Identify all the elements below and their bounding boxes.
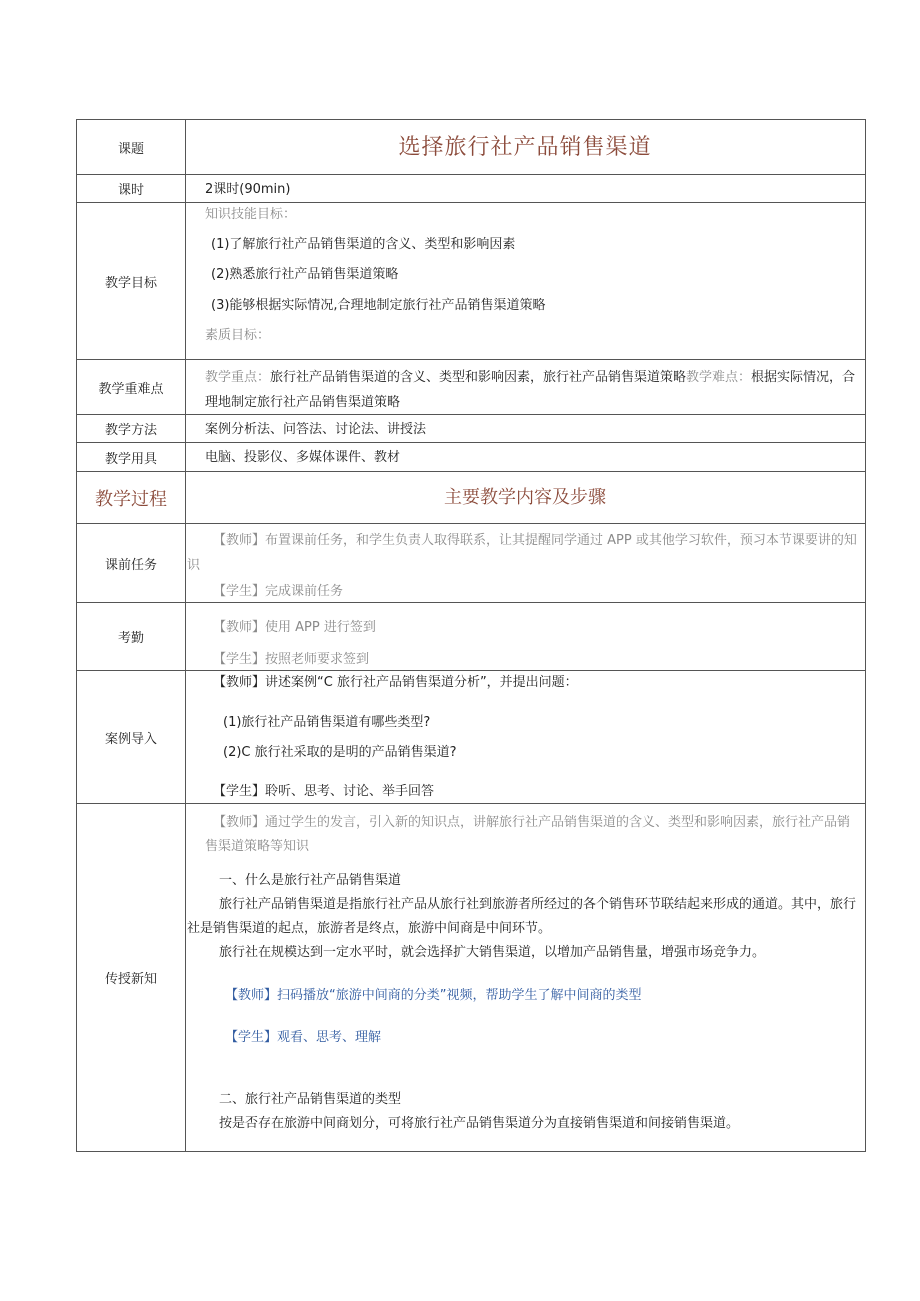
pre-task-student: 【学生】完成课前任务 <box>213 584 344 599</box>
case-question-1: (1)旅行社产品销售渠道有哪些类型? <box>223 715 431 730</box>
methods-value: 案例分析法、问答法、讨论法、讲授法 <box>205 422 427 437</box>
difficult-point-text-1: 根据实际情况，合 <box>751 370 856 385</box>
keypoints-row-content <box>185 360 865 414</box>
pre-task-teacher-line-2: 识 <box>187 558 201 573</box>
tools-value: 电脑、投影仪、多媒体课件、教材 <box>205 450 401 465</box>
keypoints-row-label: 教学重难点 <box>77 360 186 414</box>
case-student: 【学生】聆听、思考、讨论、举手回答 <box>213 784 435 799</box>
process-header-right: 主要教学内容及步骤 <box>444 487 606 508</box>
section-1-para-2: 旅行社在规模达到一定水平时，就会选择扩大销售渠道，以增加产品销售量，增强市场竞争力。 <box>219 945 766 960</box>
difficult-point-label: 教学难点： <box>686 370 752 385</box>
lesson-title: 选择旅行社产品销售渠道 <box>398 135 652 160</box>
hours-value: 2课时(90min) <box>205 182 291 197</box>
hours-row-label: 课时 <box>77 175 186 202</box>
key-point-text: 旅行社产品销售渠道的含义、类型和影响因素，旅行社产品销售渠道策略 <box>270 370 687 385</box>
attendance-teacher: 【教师】使用 APP 进行签到 <box>213 620 376 635</box>
keypoints-row <box>76 359 866 414</box>
nk-teacher-intro-1: 【教师】通过学生的发言，引入新的知识点，讲解旅行社产品销售渠道的含义、类型和影响因素，旅行社产品销 <box>213 815 851 830</box>
new-knowledge-row-label: 传授新知 <box>77 804 186 1151</box>
pre-task-row-label: 课前任务 <box>77 524 186 602</box>
section-1-title: 一、什么是旅行社产品销售渠道 <box>219 873 402 888</box>
title-row-label: 课题 <box>77 120 186 174</box>
quality-goal-heading: 素质目标： <box>205 328 271 343</box>
methods-row-label: 教学方法 <box>77 415 186 442</box>
goal-item-2: (2)熟悉旅行社产品销售渠道策略 <box>211 267 399 282</box>
section-2-title: 二、旅行社产品销售渠道的类型 <box>219 1092 402 1107</box>
new-knowledge-content <box>185 804 865 1151</box>
title-row <box>76 119 866 174</box>
attendance-row <box>76 602 866 670</box>
section-1-para-1a: 旅行社产品销售渠道是指旅行社产品从旅行社到旅游者所经过的各个销售环节联结起来形成的通道。其中，旅行 <box>219 897 857 912</box>
case-row-label: 案例导入 <box>77 671 186 803</box>
hours-row-content <box>185 175 865 202</box>
process-header-content <box>185 472 865 523</box>
hours-row <box>76 174 866 202</box>
case-row <box>76 670 866 803</box>
case-question-2: (2)C 旅行社采取的是明的产品销售渠道? <box>223 745 457 760</box>
tools-row <box>76 442 866 471</box>
tools-row-label: 教学用具 <box>77 443 186 471</box>
case-content <box>185 671 865 803</box>
process-header-row <box>76 471 866 523</box>
nk-teacher-intro-2: 售渠道策略等知识 <box>205 839 310 854</box>
pre-task-teacher-line-1: 【教师】布置课前任务，和学生负责人取得联系，让其提醒同学通过 APP 或其他学习软件，预习本节课要讲的知 <box>213 533 857 548</box>
methods-row-content <box>185 415 865 442</box>
tools-row-content <box>185 443 865 471</box>
attendance-content <box>185 603 865 670</box>
attendance-row-label: 考勤 <box>77 603 186 670</box>
key-point-label: 教学重点： <box>205 370 271 385</box>
goal-item-1: (1)了解旅行社产品销售渠道的含义、类型和影响因素 <box>211 237 516 252</box>
pre-task-content <box>185 524 865 602</box>
case-teacher: 【教师】讲述案例“C 旅行社产品销售渠道分析”，并提出问题： <box>213 675 578 690</box>
keypoints-line-1 <box>205 369 855 387</box>
nk-teacher-video: 【教师】扫码播放“旅游中间商的分类”视频，帮助学生了解中间商的类型 <box>225 988 642 1003</box>
goals-row-label: 教学目标 <box>77 203 186 359</box>
section-2-para-1: 按是否存在旅游中间商划分，可将旅行社产品销售渠道分为直接销售渠道和间接销售渠道。 <box>219 1116 740 1131</box>
knowledge-goal-heading: 知识技能目标： <box>205 207 297 222</box>
section-1-para-1b: 社是销售渠道的起点，旅游者是终点，旅游中间商是中间环节。 <box>187 921 552 936</box>
title-row-content <box>185 120 865 174</box>
attendance-student: 【学生】按照老师要求签到 <box>213 652 370 667</box>
methods-row <box>76 414 866 442</box>
goals-row <box>76 202 866 359</box>
difficult-point-text-2: 理地制定旅行社产品销售渠道策略 <box>205 395 401 410</box>
nk-student-watch: 【学生】观看、思考、理解 <box>225 1030 382 1045</box>
process-header-left: 教学过程 <box>77 472 186 523</box>
pre-task-row <box>76 523 866 602</box>
new-knowledge-row <box>76 803 866 1152</box>
goals-row-content <box>185 203 865 359</box>
goal-item-3: (3)能够根据实际情况,合理地制定旅行社产品销售渠道策略 <box>211 298 546 313</box>
